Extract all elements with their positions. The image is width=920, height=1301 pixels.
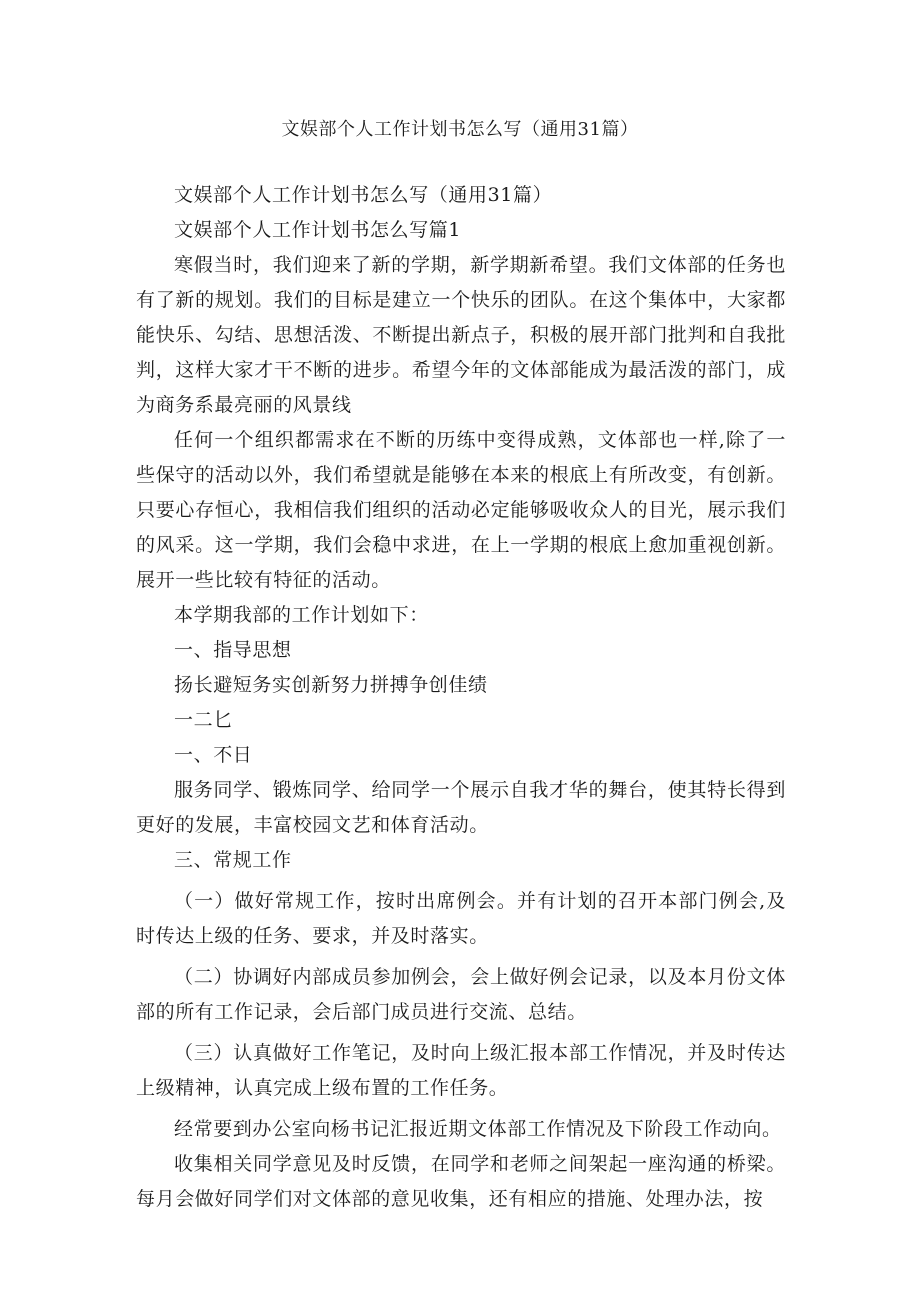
list-item-1: （一）做好常规工作，按时出席例会。并有计划的召开本部门例会,及时传达上级的任务、要求，并及时落实。 [136, 890, 786, 947]
paragraph-intro: 寒假当时，我们迎来了新的学期，新学期新希望。我们文体部的任务也有了新的规划。我们的目标是建立一个快乐的团队。在这个集体中，大家都能快乐、勾结、思想活泼、不断提出新点子，积极的展开部门批判和自我批判，这样大家才干不断的进步。希望今年的文体部能成为最活泼的部门，成为商务系最亮丽的风景线 [136, 254, 786, 416]
list-item-2: （二）协调好内部成员参加例会，会上做好例会记录，以及本月份文体部的所有工作记录，会后部门成员进行交流、总结。 [136, 966, 786, 1023]
paragraph-subtitle: 文娱部个人工作计划书怎么写（通用31篇） [174, 184, 553, 206]
paragraph-feedback: 收集相关同学意见及时反馈，在同学和老师之间架起一座沟通的桥梁。每月会做好同学们对文体部的意见收集，还有相应的措施、处理办法，按 [136, 1153, 786, 1210]
paragraph-report: 经常要到办公室向杨书记汇报近期文体部工作情况及下阶段工作动向。 [174, 1118, 782, 1140]
paragraph-motto: 扬长避短务实创新努力拼搏争创佳绩 [174, 674, 488, 696]
paragraph-section-heading: 文娱部个人工作计划书怎么写篇1 [174, 219, 462, 241]
document-title: 文娱部个人工作计划书怎么写（通用31篇） [281, 119, 639, 140]
paragraph-service: 服务同学、锻炼同学、给同学一个展示自我才华的舞台，使其特长得到更好的发展，丰富校园文艺和体育活动。 [136, 779, 786, 836]
paragraph-fragment-2: 一、不日 [174, 744, 253, 766]
document-body [136, 178, 786, 1217]
list-item-3: （三）认真做好工作笔记，及时向上级汇报本部工作情况，并及时传达上级精神，认真完成上级布置的工作任务。 [136, 1042, 786, 1099]
heading-guiding-thought: 一、指导思想 [174, 639, 292, 661]
paragraph-organization: 任何一个组织都需求在不断的历练中变得成熟，文体部也一样,除了一些保守的活动以外，我们希望就是能够在本来的根底上有所改变，有创新。只要心存恒心，我相信我们组织的活动必定能够吸收众人的目光，展示我们的风采。这一学期，我们会稳中求进，在上一学期的根底上愈加重视创新。展开一些比较有特征的活动。 [136, 429, 786, 591]
paragraph-fragment-1: 一二匕 [174, 709, 233, 731]
paragraph-plan-intro: 本学期我部的工作计划如下： [174, 604, 429, 626]
heading-routine-work: 三、常规工作 [174, 849, 292, 871]
